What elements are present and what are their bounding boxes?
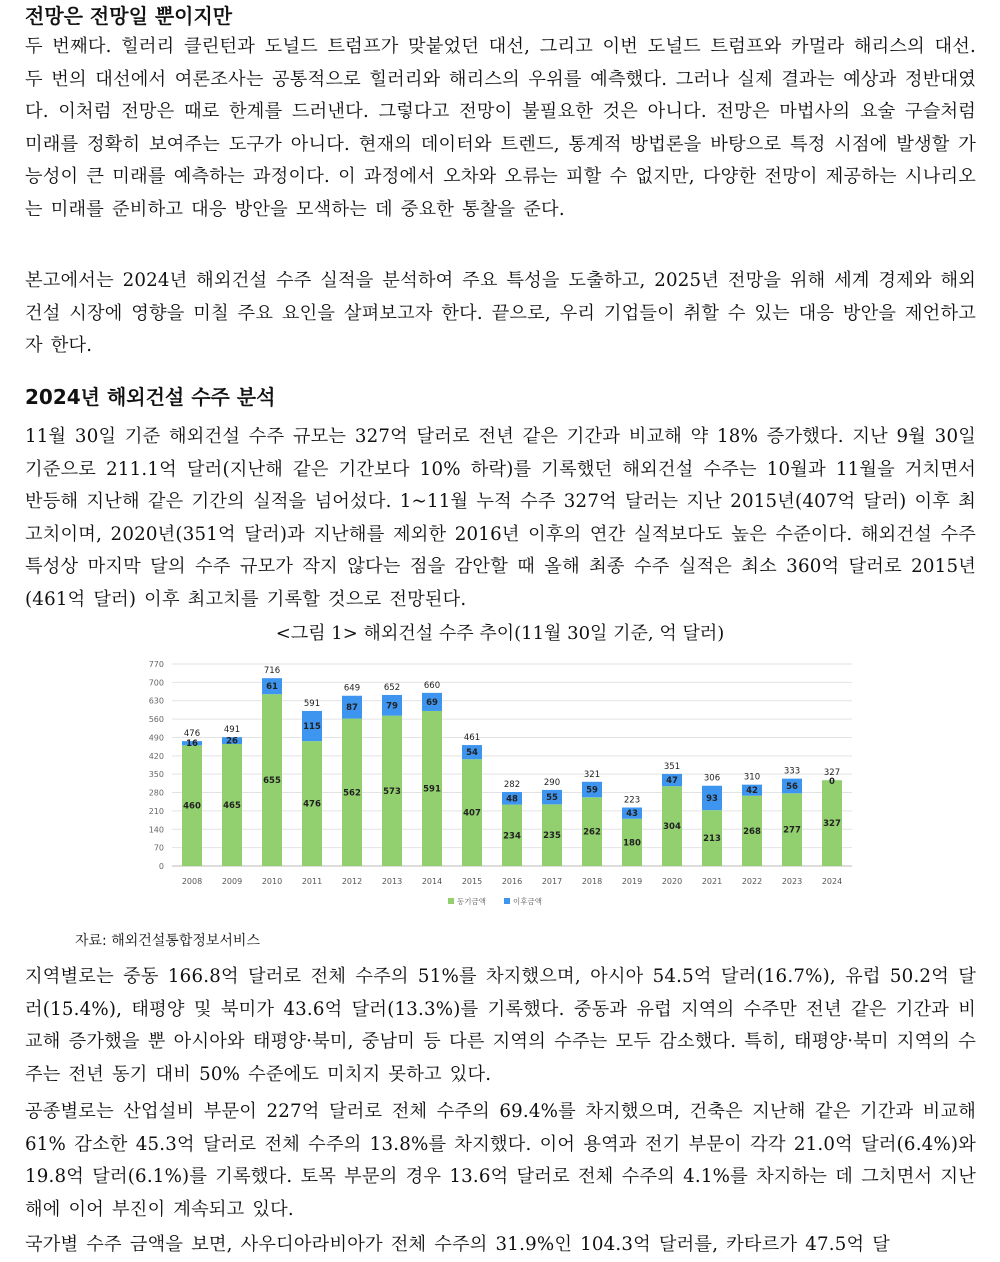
data-label-after: 87 (346, 703, 358, 714)
data-label-after: 16 (186, 739, 198, 750)
paragraph-by-region: 지역별로는 중동 166.8억 달러로 전체 수주의 51%를 차지했으며, 아시아 54.5억 달러(16.7%), 유럽 50.2억 달러(15.4%), 태평양 및 북미가 43.6억 달러(13.3%)를 기록했다. 중동과 유럽 지역의 수주만 전년 같은 기간과 비교해 증가했을 뿐 아시아와 태평양·북미, 중남미 등 다른 지역의 수주는 모두 감소했다. 특히, 태평양·북미 지역의 수주는 전년 동기 대비 50% 수준에도 미치지 못하고 있다. (25, 966, 976, 1085)
data-label-after: 54 (466, 748, 478, 759)
data-label-prior: 460 (183, 801, 201, 812)
data-label-after: 48 (506, 794, 518, 805)
y-tick-label: 70 (153, 843, 164, 853)
y-tick-label: 0 (158, 862, 164, 871)
x-tick-label: 2009 (221, 877, 243, 886)
x-tick-label: 2017 (541, 877, 563, 886)
x-tick-label: 2015 (461, 877, 483, 886)
data-label-total: 321 (583, 769, 601, 780)
y-tick-label: 210 (148, 806, 164, 816)
x-tick-label: 2020 (661, 877, 683, 886)
x-tick-label: 2010 (261, 877, 283, 886)
x-tick-label: 2024 (821, 877, 843, 886)
data-label-prior: 234 (503, 831, 521, 842)
x-tick-label: 2018 (581, 877, 603, 886)
legend-swatch-after (504, 898, 510, 904)
data-label-total: 652 (383, 682, 401, 693)
x-tick-label: 2008 (181, 877, 203, 886)
x-tick-label: 2016 (501, 877, 523, 886)
orders-trend-chart (130, 652, 870, 924)
data-label-after: 42 (746, 786, 758, 797)
data-label-total: 290 (543, 777, 561, 788)
x-tick-label: 2019 (621, 877, 643, 886)
data-label-total: 660 (423, 680, 441, 691)
legend-label-after: 이후금액 (513, 897, 542, 906)
data-label-prior: 562 (343, 788, 361, 799)
data-label-total: 310 (743, 772, 761, 783)
y-tick-label: 560 (148, 715, 164, 725)
data-label-prior: 235 (543, 831, 561, 842)
paragraph-by-country: 국가별 수주 금액을 보면, 사우디아라비아가 전체 수주의 31.9%인 104.3억 달러를, 카타르가 47.5억 달 (25, 1234, 891, 1255)
x-tick-label: 2014 (421, 877, 443, 886)
data-label-prior: 268 (743, 826, 761, 837)
paragraph-by-work-type: 공종별로는 산업설비 부문이 227억 달러로 전체 수주의 69.4%를 차지했으며, 건축은 지난해 같은 기간과 비교해 61% 감소한 45.3억 달러로 전체 수주의 13.8%를 차지했다. 이어 용역과 전기 부문이 각각 21.0억 달러(6.4%)와 19.8억 달러(6.1%)를 기록했다. 토목 부문의 경우 13.6억 달러로 전체 수주의 4.1%를 차지하는 데 그치면서 지난해에 이어 부진이 계속되고 있다. (25, 1101, 976, 1220)
data-label-total: 351 (663, 761, 681, 772)
y-tick-label: 700 (148, 678, 164, 688)
data-label-after: 56 (786, 781, 798, 792)
data-label-after: 61 (266, 682, 278, 693)
y-tick-label: 630 (148, 696, 164, 706)
paragraph-forecast-intro: 두 번째다. 힐러리 클린턴과 도널드 트럼프가 맞붙었던 대선, 그리고 이번 도널드 트럼프와 카멀라 해리스의 대선. 두 번의 대선에서 여론조사는 공통적으로 힐러리와 해리스의 우위를 예측했다. 그러나 실제 결과는 예상과 정반대였다. 이처럼 전망은 때로 한계를 드러낸다. 그렇다고 전망이 불필요한 것은 아니다. 전망은 마법사의 요술 구슬처럼 미래를 정확히 보여주는 도구가 아니다. 현재의 데이터와 트렌드, 통계적 방법론을 바탕으로 특정 시점에 발생할 가능성이 큰 미래를 예측하는 과정이다. 이 과정에서 오차와 오류는 피할 수 없지만, 다양한 전망이 제공하는 시나리오는 미래를 준비하고 대응 방안을 모색하는 데 중요한 통찰을 준다. (25, 36, 977, 220)
x-tick-label: 2013 (381, 877, 403, 886)
x-tick-label: 2012 (341, 877, 363, 886)
data-label-prior: 277 (783, 825, 801, 836)
figure-caption: <그림 1> 해외건설 수주 추이(11월 30일 기준, 억 달러) (275, 623, 725, 644)
data-label-prior: 304 (663, 822, 681, 833)
data-label-after: 47 (666, 776, 678, 787)
paragraph-2024-orders: 11월 30일 기준 해외건설 수주 규모는 327억 달러로 전년 같은 기간과 비교해 약 18% 증가했다. 지난 9월 30일 기준으로 211.1억 달러(지난해 같은 기간보다 10% 하락)를 기록했던 해외건설 수주는 10월과 11월을 거치면서 반등해 지난해 같은 기간의 실적을 넘어섰다. 1~11월 누적 수주 327억 달러는 지난 2015년(407억 달러) 이후 최고치이며, 2020년(351억 달러)과 지난해를 제외한 2016년 이후의 연간 실적보다도 높은 수준이다. 해외건설 수주 특성상 마지막 달의 수주 규모가 작지 않다는 점을 감안할 때 올해 최종 수주 실적은 최소 360억 달러로 2015년(461억 달러) 이후 최고치를 기록할 것으로 전망된다. (25, 426, 976, 610)
data-label-total: 716 (263, 666, 281, 677)
data-label-prior: 573 (383, 786, 401, 797)
x-tick-label: 2011 (301, 877, 323, 886)
data-label-total: 649 (343, 683, 361, 694)
data-label-after: 0 (829, 777, 835, 788)
data-label-prior: 407 (463, 808, 481, 819)
data-label-after: 55 (546, 793, 558, 804)
data-label-prior: 655 (263, 776, 281, 787)
data-label-after: 79 (386, 701, 398, 712)
y-tick-label: 280 (148, 788, 164, 798)
data-label-total: 491 (223, 725, 241, 736)
legend-label-prior: 동기금액 (457, 897, 486, 906)
data-label-prior: 180 (623, 838, 641, 849)
data-label-after: 26 (226, 736, 238, 747)
data-label-prior: 213 (703, 834, 721, 845)
data-label-after: 115 (303, 722, 321, 733)
data-label-total: 282 (503, 780, 521, 791)
data-label-after: 43 (626, 809, 638, 820)
x-tick-label: 2021 (701, 877, 723, 886)
data-label-total: 223 (623, 795, 641, 806)
paragraph-paper-scope: 본고에서는 2024년 해외건설 수주 실적을 분석하여 주요 특성을 도출하고, 2025년 전망을 위해 세계 경제와 해외건설 시장에 영향을 미칠 주요 요인을 살펴보고자 한다. 끝으로, 우리 기업들이 취할 수 있는 대응 방안을 제언하고자 한다. (25, 270, 976, 356)
y-tick-label: 770 (148, 660, 164, 669)
data-label-prior: 476 (303, 799, 321, 810)
data-label-after: 93 (706, 793, 718, 804)
data-label-total: 327 (823, 768, 841, 779)
data-label-prior: 327 (823, 819, 841, 830)
section-heading-2024-analysis: 2024년 해외건설 수주 분석 (25, 385, 276, 409)
figure-source: 자료: 해외건설통합정보서비스 (75, 933, 260, 949)
data-label-after: 59 (586, 785, 598, 796)
y-tick-label: 350 (148, 770, 164, 780)
data-label-after: 69 (426, 697, 438, 708)
data-label-prior: 465 (223, 801, 241, 812)
data-label-total: 461 (463, 733, 481, 744)
data-label-total: 333 (783, 766, 801, 777)
x-tick-label: 2023 (781, 877, 803, 886)
data-label-total: 591 (303, 698, 321, 709)
y-tick-label: 420 (148, 751, 164, 761)
data-label-prior: 591 (423, 784, 441, 795)
data-label-total: 476 (183, 729, 201, 740)
legend-swatch-prior (448, 898, 454, 904)
y-tick-label: 490 (148, 733, 164, 743)
data-label-prior: 262 (583, 827, 601, 838)
data-label-total: 306 (703, 773, 721, 784)
x-tick-label: 2022 (741, 877, 763, 886)
y-tick-label: 140 (148, 825, 164, 835)
section-heading-forecast: 전망은 전망일 뿐이지만 (25, 4, 233, 28)
